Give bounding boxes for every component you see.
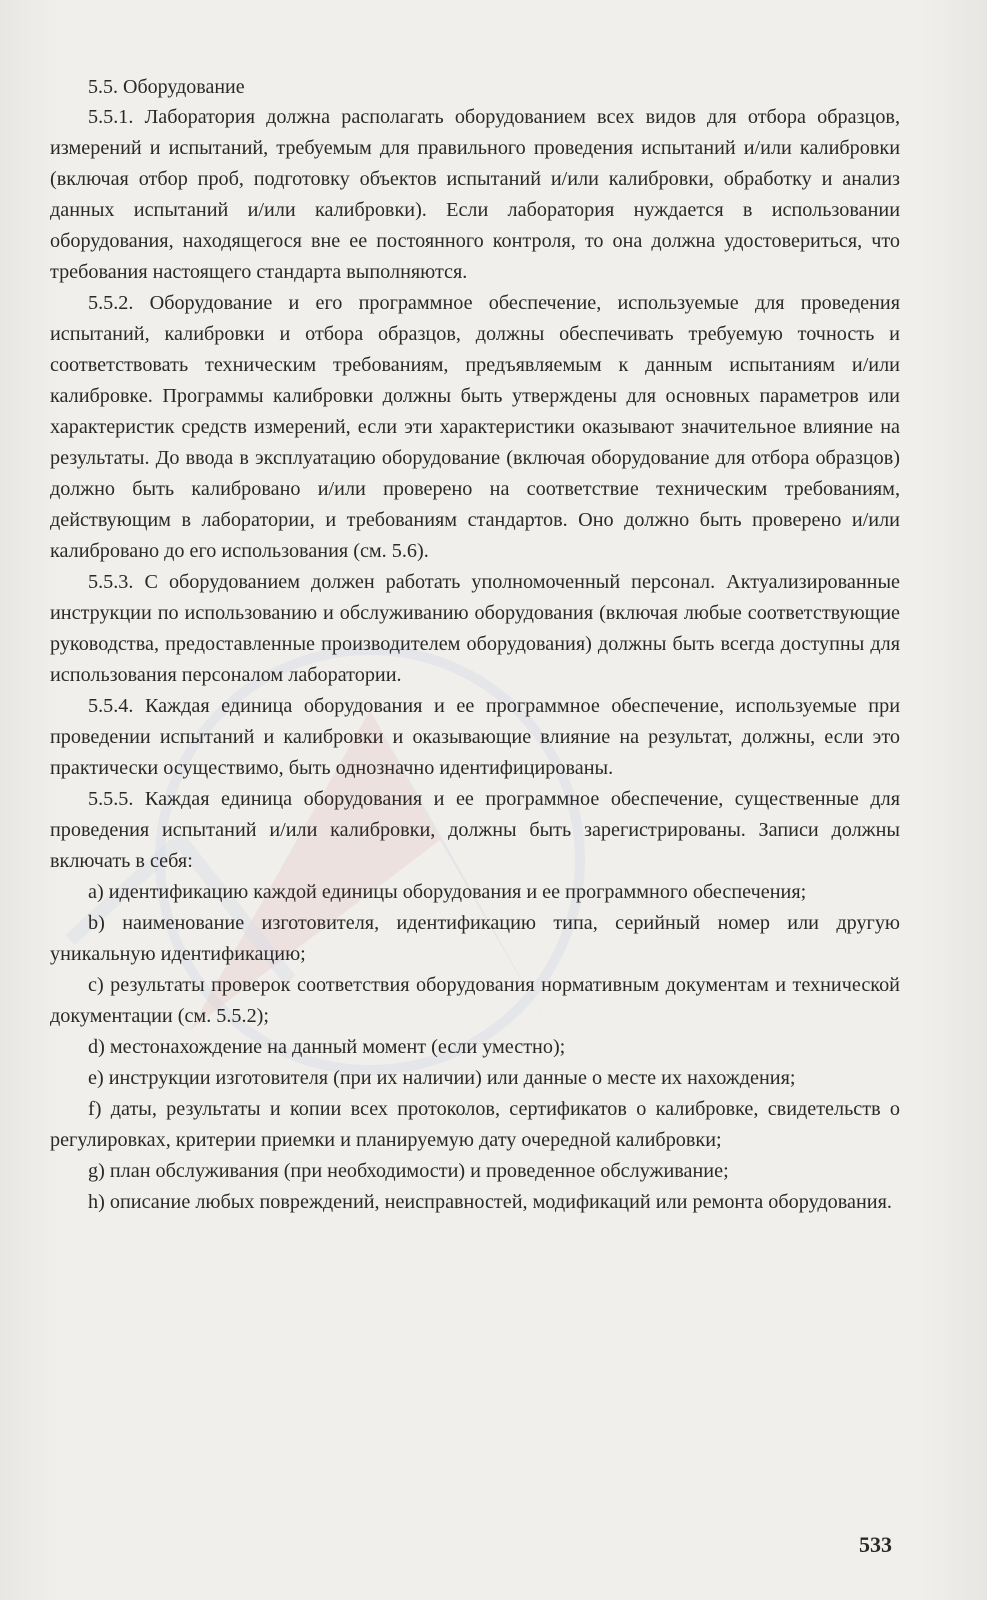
list-item-a: a) идентификацию каждой единицы оборудования и ее программного обеспечения; xyxy=(88,881,807,903)
paragraph-5-5-3: 5.5.3. С оборудованием должен работать уполномоченный персонал. Актуализированные инструкции по использованию и обслуживанию оборудования (включая любые соответствующие руководства, предоставленные производителем оборудования) должны быть всегда доступны для использования персоналом лаборатории. xyxy=(50,571,900,686)
paragraph-5-5-1: 5.5.1. Лаборатория должна располагать оборудованием всех видов для отбора образцов, измерений и испытаний, требуемым для правильного проведения испытаний и/или калибровки (включая отбор проб, подготовку объектов испытаний и/или калибровки, обработку и анализ данных испытаний и/или калибровки). Если лаборатория нуждается в использовании оборудования, находящегося вне ее постоянного контроля, то она должна удостовериться, что требования настоящего стандарта выполняются. xyxy=(50,106,900,283)
section-heading: 5.5. Оборудование xyxy=(88,76,245,98)
list-item-b: b) наименование изготовителя, идентификацию типа, серийный номер или другую уникальную идентификацию; xyxy=(50,912,900,965)
list-item-f: f) даты, результаты и копии всех протоколов, сертификатов о калибровке, свидетельств о регулировках, критерии приемки и планируемую дату очередной калибровки; xyxy=(50,1098,900,1151)
list-item-g: g) план обслуживания (при необходимости) и проведенное обслуживание; xyxy=(88,1160,729,1182)
page-number: 533 xyxy=(859,1532,892,1557)
paragraph-5-5-2: 5.5.2. Оборудование и его программное обеспечение, используемые для проведения испытаний, калибровки и отбора образцов, должны обеспечивать требуемую точность и соответствовать техническим требованиям, предъявляемым к данным испытаниям и/или калибровке. Программы калибровки должны быть утверждены для основных параметров или характеристик средств измерений, если эти характеристики оказывают значительное влияние на результаты. До ввода в эксплуатацию оборудование (включая оборудование для отбора образцов) должно быть калибровано и/или проверено на соответствие техническим требованиям, действующим в лаборатории, и требованиям стандартов. Оно должно быть проверено и/или калибровано до его использования (см. 5.6). xyxy=(50,292,900,562)
paragraph-5-5-4: 5.5.4. Каждая единица оборудования и ее программное обеспечение, используемые при проведении испытаний и калибровки и оказывающие влияние на результат, должны, если это практически осуществимо, быть однозначно идентифицированы. xyxy=(50,695,900,779)
list-item-c: c) результаты проверок соответствия оборудования нормативным документам и технической документации (см. 5.5.2); xyxy=(50,974,900,1027)
list-item-h: h) описание любых повреждений, неисправностей, модификаций или ремонта оборудования. xyxy=(88,1191,892,1213)
document-body xyxy=(50,72,900,1218)
list-item-d: d) местонахождение на данный момент (если уместно); xyxy=(88,1036,566,1058)
list-item-e: e) инструкции изготовителя (при их наличии) или данные о месте их нахождения; xyxy=(88,1067,796,1089)
paragraph-5-5-5: 5.5.5. Каждая единица оборудования и ее программное обеспечение, существенные для проведения испытаний и/или калибровки, должны быть зарегистрированы. Записи должны включать в себя: xyxy=(50,788,900,872)
